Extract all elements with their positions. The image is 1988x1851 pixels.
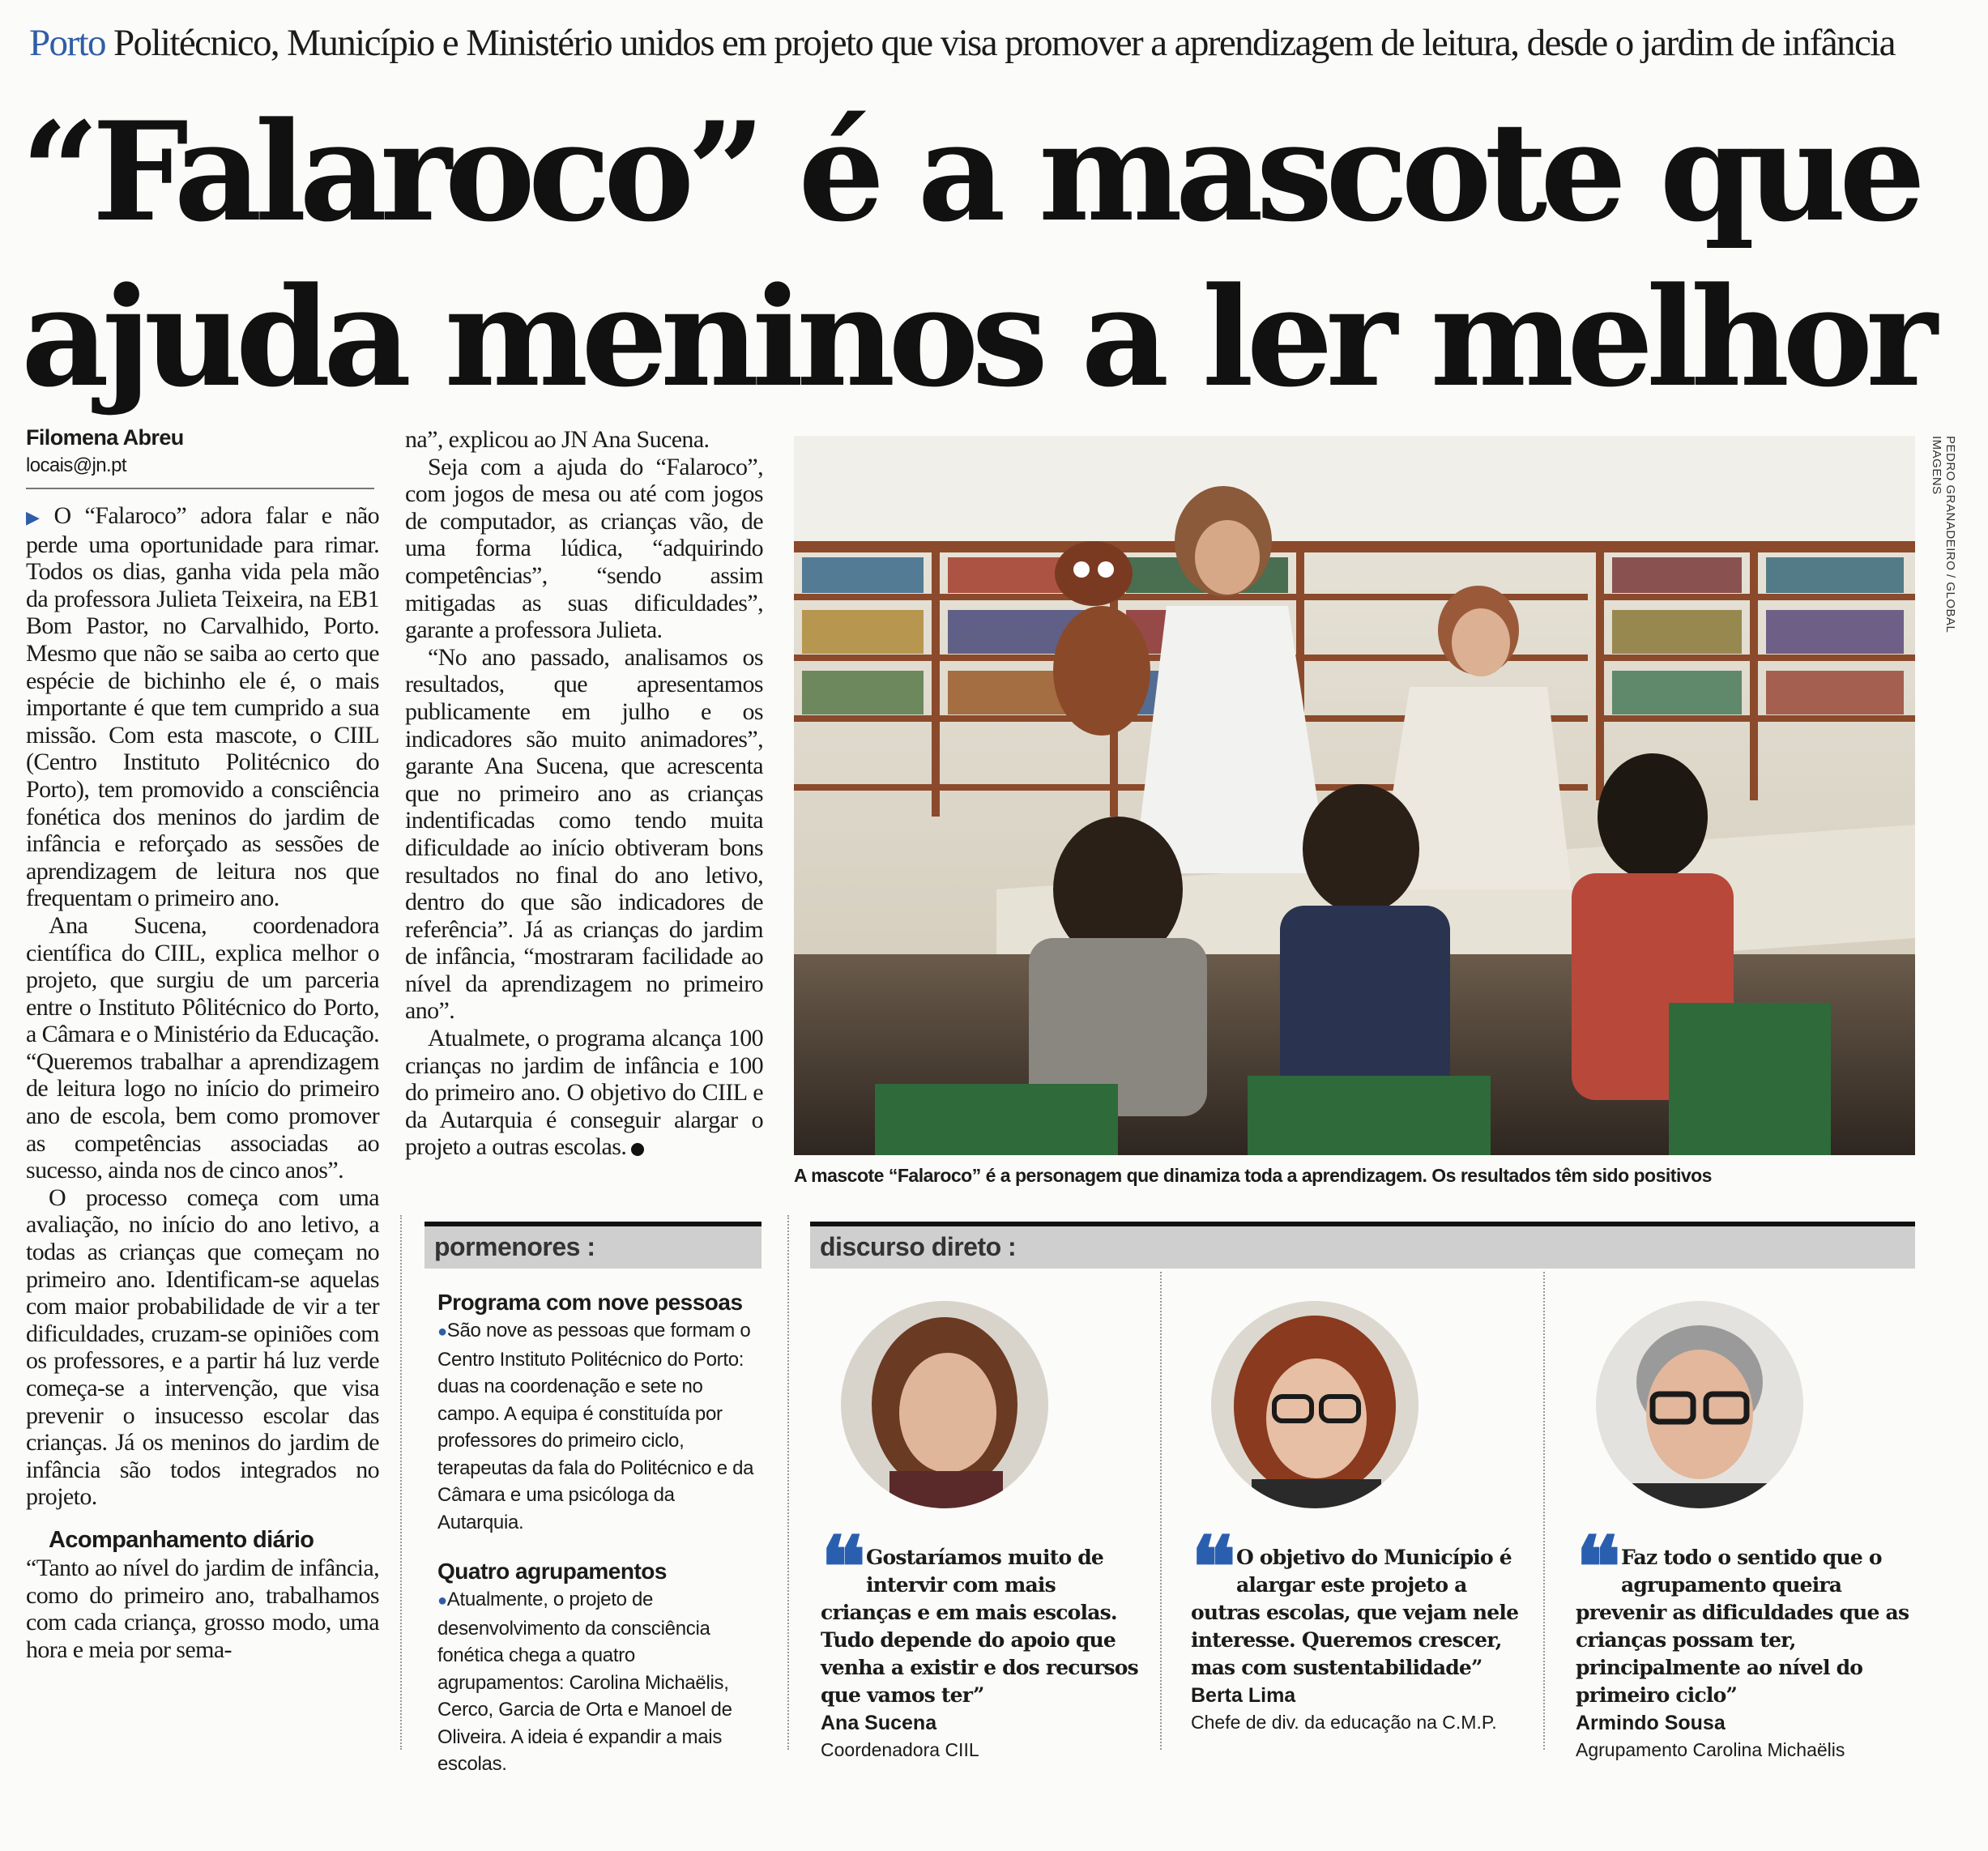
person-name: Berta Lima: [1191, 1684, 1296, 1707]
article-column-1: [26, 423, 379, 1663]
article-subhead: Acompanhamento diário: [49, 1526, 314, 1553]
pormenores-heading: Programa com nove pessoas: [437, 1290, 743, 1315]
quote-card-berta-lima: [1191, 1301, 1531, 1735]
article-paragraph: O processo começa com uma avaliação, no início do ano letivo, a todas as crianças que começam no primeiro ano. Identificam-se aquelas com maior probabilidade de vir a ter dificuldades, cruzam-se opiniões com os professores, e a partir há luz verde começa-se a intervenção, que visa prevenir o insucesso escolar das crianças. Já os meninos do jardim de infância são todos integrados no projeto.: [26, 1184, 379, 1511]
avatar: [841, 1301, 1048, 1508]
triangle-right-icon: ▶: [26, 507, 48, 527]
pormenores-heading: Quatro agrupamentos: [437, 1559, 667, 1584]
quote-mark-icon: ❝: [1191, 1517, 1227, 1617]
article-paragraph: ▶ O “Falaroco” adora falar e não perde uma oportunidade para rimar. Todos os dias, ganha vida pela mão da professora Julieta Teixeira, na EB1 Bom Pastor, no Carvalhido, Porto. Mesmo que não se saiba ao certo que espécie de bichinho ele é, o mais importante é que tem cumprido a sua missão. Com esta mascote, o CIIL (Centro Instituto Politécnico do Porto), tem promovido a consciência fonética dos meninos do jardim de infância e reforçado as sessões de aprendizagem de leitura nos que frequentam o primeiro ano.: [26, 502, 380, 912]
pormenores-text: ●São nove as pessoas que formam o Centro Instituto Politécnico do Porto: duas na coordenação e sete no campo. A equipa é constituída por professores do primeiro ciclo, terapeutas da fala do Politécnico e da Câmara e uma psicóloga da Autarquia.: [437, 1320, 754, 1533]
quote-text: ❝ Gostaríamos muito de intervir com mais crianças e em mais escolas. Tudo depende do apoio que venha a existir e dos recursos que vamos ter”: [821, 1517, 1138, 1707]
headline: [21, 89, 1965, 420]
quote-text: ❝ Faz todo o sentido que o agrupamento queira prevenir as dificuldades que as crianças possam ter, principalmente ao nível do primeiro ciclo”: [1576, 1517, 1909, 1707]
article-photo: [794, 436, 1915, 1155]
discurso-direto-header: discurso direto :: [810, 1222, 1915, 1269]
column-divider: [787, 1215, 789, 1750]
avatar: [1211, 1301, 1418, 1508]
person-role: Agrupamento Carolina Michaëlis: [1576, 1739, 1845, 1760]
classroom-photo-illustration: [794, 436, 1915, 1155]
article-paragraph: “No ano passado, analisamos os resultados, que apresentamos publicamente em julho e os indicadores são muito animadores”, garante Ana Sucena, que acrescenta que no primeiro ano as crianças indentificadas como tendo muita dificuldade ao início obtiveram bons resultados no final do ano letivo, dentro do que são indicadores de referência”. Já as crianças do jardim de infância, “mostraram facilidade ao nível da aprendizagem no primeiro ano”.: [405, 643, 763, 1025]
byline-email: locais@jn.pt: [26, 454, 126, 476]
person-name: Ana Sucena: [821, 1712, 937, 1734]
headline-line-1: “Falaroco” é a mascote que: [21, 92, 1919, 252]
person-role: Chefe de div. da educação na C.M.P.: [1191, 1712, 1497, 1733]
avatar: [1596, 1301, 1803, 1508]
quote-card-armindo-sousa: [1576, 1301, 1916, 1763]
article-paragraph: Ana Sucena, coordenadora científica do CIIL, explica melhor o projeto, que surgiu de um parceria entre o Instituto Pôlitécnico do Porto, a Câmara e o Ministério da Educação. “Queremos trabalhar a aprendizagem de leitura logo no início do primeiro ano de escola, bem como promover as competências associadas ao sucesso, ainda nos de cinco anos”.: [26, 911, 379, 1184]
pormenores-header: pormenores :: [424, 1222, 761, 1269]
pormenores-text: ●Atualmente, o projeto de desenvolvimento da consciência fonética chega a quatro agrupamentos: Carolina Michaëlis, Cerco, Garcia de Orta e Manoel de Oliveira. A ideia é expandir a mais escolas.: [437, 1589, 732, 1775]
headline-line-2: ajuda meninos a ler melhor: [21, 257, 1930, 417]
section-tag: Porto: [29, 22, 105, 64]
kicker-line: [29, 15, 1965, 71]
pormenores-box: [437, 1288, 761, 1778]
byline-author: Filomena Abreu: [26, 425, 184, 450]
person-name: Armindo Sousa: [1576, 1712, 1726, 1734]
column-divider: [1543, 1272, 1545, 1750]
quote-card-ana-sucena: [821, 1301, 1145, 1763]
photo-caption: A mascote “Falaroco” é a personagem que dinamiza toda a aprendizagem. Os resultados têm sido positivos: [794, 1165, 1712, 1186]
article-paragraph: Atualmete, o programa alcança 100 crianças no jardim de infância e 100 do primeiro ano. O objetivo do CIIL e da Autarquia é conseguir alargar o projeto a outras escolas.: [405, 1025, 763, 1161]
bullet-icon: ●: [437, 1592, 447, 1610]
quote-mark-icon: ❝: [1576, 1517, 1611, 1617]
article-column-2: [405, 426, 763, 1161]
column-divider: [400, 1215, 402, 1750]
column-divider: [1160, 1272, 1162, 1750]
bullet-icon: ●: [437, 1323, 447, 1341]
article-paragraph: na”, explicou ao JN Ana Sucena.: [405, 426, 710, 453]
end-dot-icon: [631, 1143, 644, 1156]
quote-text: ❝ O objetivo do Município é alargar este projeto a outras escolas, que vejam nele interesse. Queremos crescer, mas com sustentabilidade”: [1191, 1517, 1519, 1679]
quote-mark-icon: ❝: [821, 1517, 856, 1617]
byline-divider: [26, 488, 374, 489]
kicker-text: Politécnico, Município e Ministério unidos em projeto que visa promover a aprendizagem de leitura, desde o jardim de infância: [113, 22, 1895, 64]
article-paragraph: “Tanto ao nível do jardim de infância, como do primeiro ano, trabalhamos com cada criança, grosso modo, uma hora e meia por sema-: [26, 1554, 379, 1663]
person-role: Coordenadora CIIL: [821, 1739, 979, 1760]
article-paragraph: Seja com a ajuda do “Falaroco”, com jogos de mesa ou até com jogos de computador, as crianças vão, de uma forma lúdica, “adquirindo competências”, “sendo assim mitigadas as suas dificuldades”, garante a professora Julieta.: [405, 453, 763, 644]
photo-credit: PEDRO GRANADEIRO / GLOBAL IMAGENS: [1930, 436, 1957, 633]
